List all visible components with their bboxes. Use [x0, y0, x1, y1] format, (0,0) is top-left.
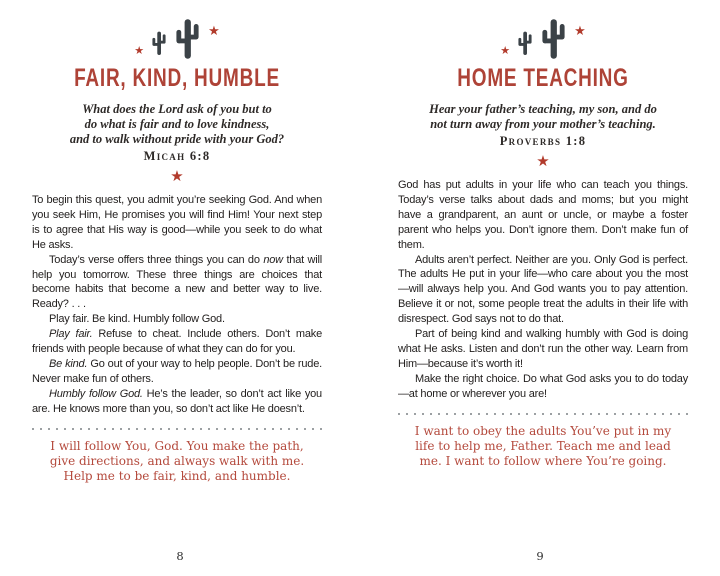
prayer-line: I will follow You, God. You make the path,	[50, 438, 304, 453]
body-paragraph: Adults aren’t perfect. Neither are you. Only God is perfect. The adults He put in your life—who care about you the most—will always help you. And God wants you to pay attention. Believe it or not, some people treat the adults in their life with disrespect. God says not to do that.	[398, 253, 688, 326]
cactus-large-icon	[174, 18, 201, 59]
dotted-divider	[32, 428, 322, 430]
star-icon: ★	[574, 23, 586, 38]
prayer-line: me. I want to follow where You’re going.	[419, 453, 667, 468]
star-icon: ★	[500, 45, 511, 57]
prayer-line: life to help me, Father. Teach me and lead	[415, 438, 671, 453]
body-paragraph: To begin this quest, you admit you’re seeking God. And when you seek Him, He promises you will find Him! Your next step is to agree that His way is good—while you seek to do what He asks.	[32, 194, 322, 251]
body-paragraph: Make the right choice. Do what God asks you to do today—at home or wherever you are!	[398, 372, 688, 400]
cactus-ornament	[32, 13, 322, 59]
body-paragraph: Humbly follow God. He’s the leader, so don’t act like you are. He knows more than you, so don’t act like He doesn’t.	[32, 387, 322, 415]
dotted-divider	[398, 413, 688, 415]
body-paragraph: Be kind. Go out of your way to help people. Don’t be rude. Never make fun of others.	[32, 357, 322, 385]
cactus-small-icon	[517, 31, 533, 55]
verse-reference: Micah 6:8	[143, 149, 211, 163]
verse-text	[398, 102, 688, 132]
verse-reference: Proverbs 1:8	[499, 134, 587, 148]
prayer-text	[398, 424, 688, 469]
page-number: 8	[176, 549, 184, 563]
body-text	[398, 178, 688, 402]
page-title: HOME TEACHING	[457, 64, 629, 92]
cactus-ornament	[398, 13, 688, 59]
prayer-line: give directions, and always walk with me.	[49, 453, 305, 468]
prayer-text	[32, 439, 322, 484]
verse-line: Hear your father’s teaching, my son, and do	[429, 102, 657, 116]
verse-line: do what is fair and to love kindness,	[84, 117, 270, 131]
body-paragraph: Part of being kind and walking humbly with God is doing what He asks. Listen and don’t run the other way. Learn from Him—because it’s worth it!	[398, 328, 688, 370]
body-paragraph: Play fair. Be kind. Humbly follow God.	[49, 313, 225, 326]
body-paragraph: Play fair. Refuse to cheat. Include others. Don’t make friends with people because of what they can do for you.	[32, 328, 323, 356]
verse-line: not turn away from your mother’s teaching.	[430, 117, 656, 131]
prayer-line: I want to obey the adults You’ve put in my	[414, 423, 672, 438]
cactus-small-icon	[151, 31, 167, 55]
prayer-line: Help me to be fair, kind, and humble.	[63, 468, 291, 483]
page-number: 9	[536, 549, 544, 563]
star-divider-icon: ★	[536, 153, 550, 170]
verse-text	[32, 102, 322, 147]
body-paragraph: God has put adults in your life who can teach you things. Today’s verse talks about dads and moms; but you might have a grandparent, an aunt or uncle, or maybe a foster parent who helps you. Don’t ignore them. Don’t make fun of them.	[398, 179, 688, 251]
verse-line: What does the Lord ask of you but to	[82, 102, 272, 116]
body-paragraph: Today’s verse offers three things you can do now that will help you tomorrow. These three things are choices that become habits that become a new and better way to live. Ready? . . .	[32, 253, 322, 311]
body-text	[32, 193, 322, 417]
star-divider-icon: ★	[170, 168, 184, 185]
star-icon: ★	[134, 45, 145, 57]
verse-line: and to walk without pride with your God?	[69, 132, 285, 146]
page-title: FAIR, KIND, HUMBLE	[74, 64, 280, 92]
star-icon: ★	[208, 23, 220, 38]
cactus-large-icon	[540, 18, 567, 59]
page-right	[360, 0, 720, 576]
